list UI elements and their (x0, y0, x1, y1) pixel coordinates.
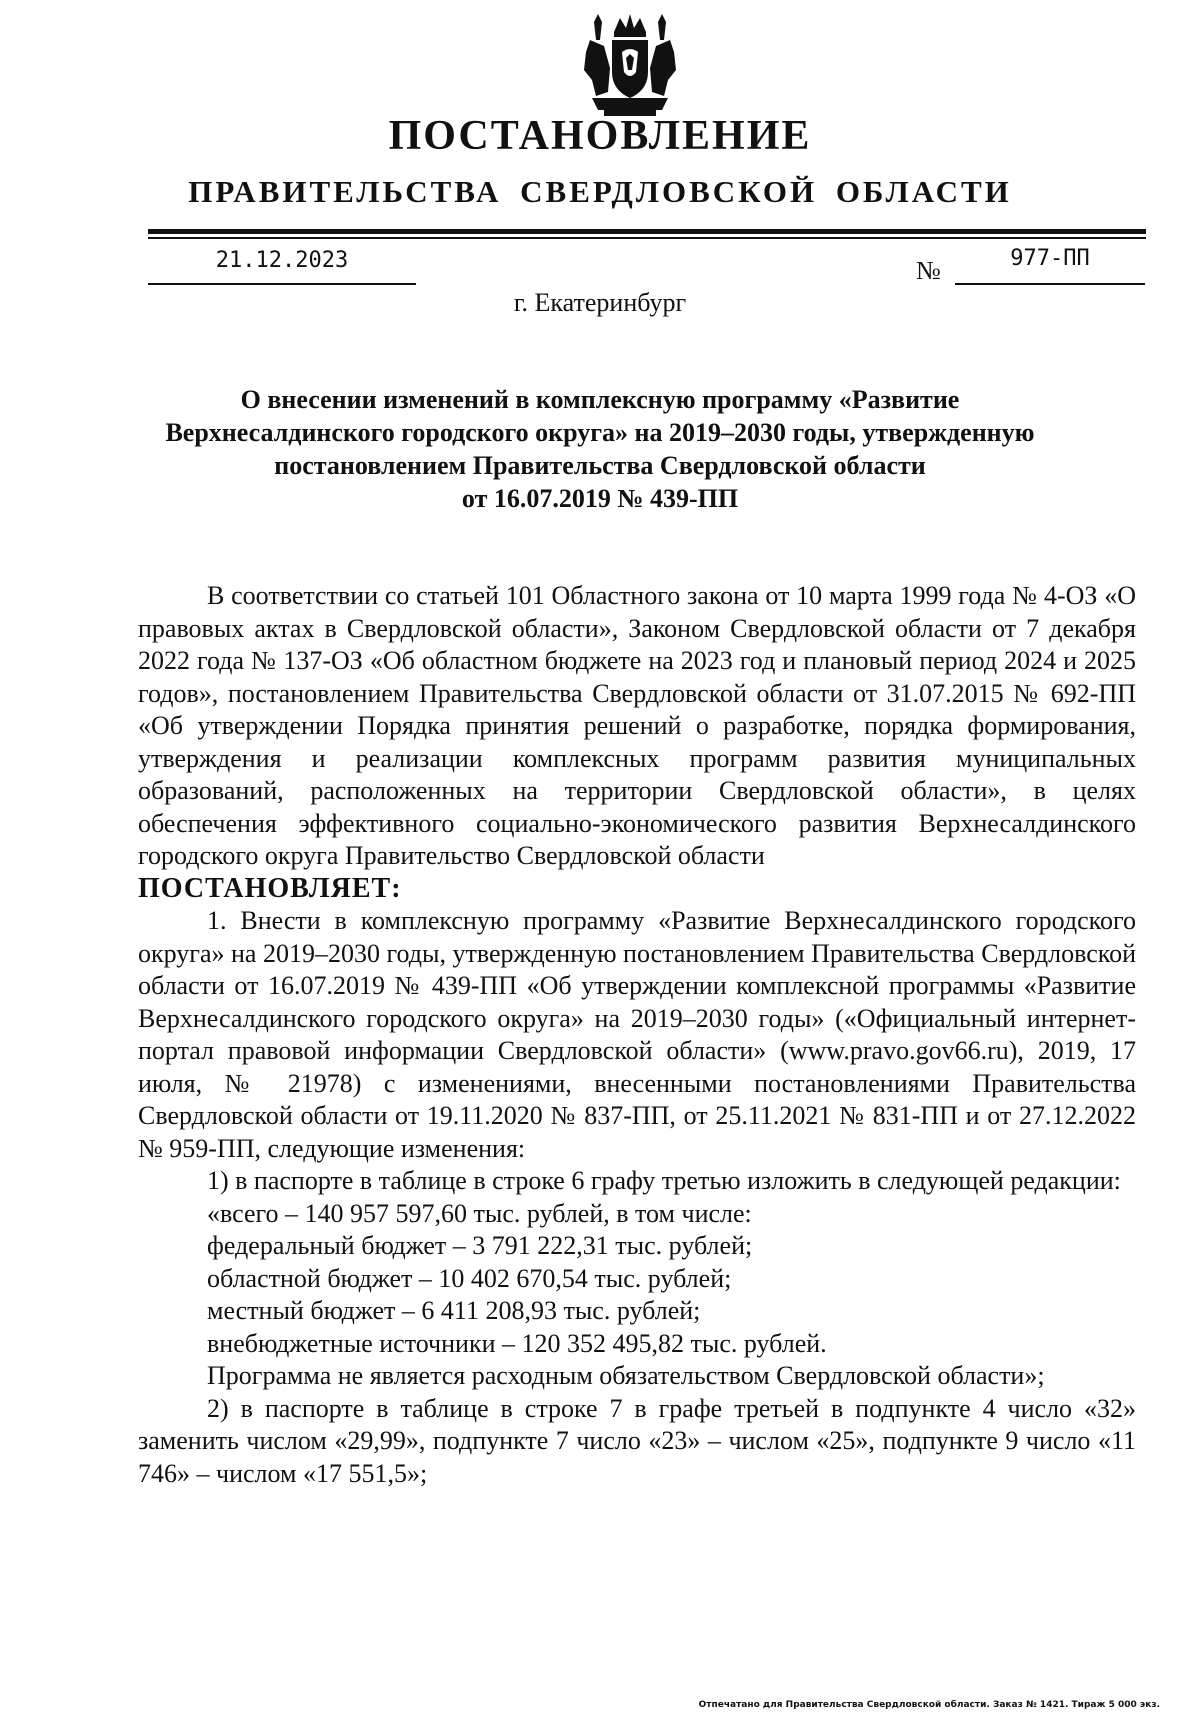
document-type-title: ПОСТАНОВЛЕНИЕ (388, 113, 812, 159)
document-body (138, 580, 1136, 1490)
coat-of-arms-emblem (570, 10, 690, 120)
quote-line: местный бюджет – 6 411 208,93 тыс. рублей; (207, 1296, 701, 1325)
heading-line: постановлением Правительства Свердловской области (274, 451, 926, 480)
document-date: 21.12.2023 (215, 248, 349, 273)
preamble-paragraph: В соответствии со статьей 101 Областного закона от 10 марта 1999 года № 4-ОЗ «О правовых актах в Свердловской области», Законом Свердловской области от 7 декабря 2022 года № 137-ОЗ «Об областном бюджете на 2023 год и плановый период 2024 и 2025 годов», постановлением Правительства Свердловской области от 31.07.2015 № 692-ПП «Об утверждении Порядка принятия решений о разработке, порядка формирования, утверждения и реализации комплексных программ развития муниципальных образований, расположенных на территории Свердловской области», в целях обеспечения эффективного социально-экономического развития Верхнесалдинского городского округа Правительство Свердловской области (138, 581, 1136, 870)
quote-line: внебюджетные источники – 120 352 495,82 тыс. рублей. (207, 1328, 827, 1358)
quote-line: Программа не является расходным обязательством Свердловской области»; (207, 1361, 1045, 1390)
document-number: 977-ПП (1010, 246, 1090, 271)
header-rule-thin (148, 237, 1146, 239)
number-label: № (916, 256, 941, 285)
quote-line: областной бюджет – 10 402 670,54 тыс. рублей; (207, 1263, 732, 1293)
document-heading (140, 383, 1060, 515)
quote-line: «всего – 140 957 597,60 тыс. рублей, в том числе: (207, 1198, 752, 1228)
heading-line: от 16.07.2019 № 439-ПП (461, 484, 739, 513)
subitem-2-paragraph: 2) в паспорте в таблице в строке 7 в графе третьей в подпункте 4 число «32» заменить числом «29,99», подпункте 7 число «23» – числом «25», подпункте 9 число «11 746» – числом «17 551,5»; (138, 1393, 1136, 1488)
issuer-title: ПРАВИТЕЛЬСТВА СВЕРДЛОВСКОЙ ОБЛАСТИ (188, 174, 1012, 209)
number-underline (955, 283, 1145, 285)
subitem-1-paragraph: 1) в паспорте в таблице в строке 6 графу третью изложить в следующей редакции: (207, 1166, 1121, 1195)
header-rule-thick (148, 229, 1146, 234)
heading-line: О внесении изменений в комплексную программу «Развитие (240, 385, 960, 414)
item-1-paragraph: 1. Внести в комплексную программу «Развитие Верхнесалдинского городского округа» на 2019–2030 годы, утвержденную постановлением Правительства Свердловской области от 16.07.2019 № 439-ПП «Об утверждении комплексной программы «Развитие Верхнесалдинского городского округа» на 2019–2030 годы» («Официальный интернет-портал правовой информации Свердловской области» (www.pravo.gov66.ru), 2019, 17 июля, № 21978) с изменениями, внесенными постановлениями Правительства Свердловской области от 19.11.2020 № 837-ПП, от 25.11.2021 № 831-ПП и от 27.12.2022 № 959-ПП, следующие изменения: (138, 906, 1136, 1163)
quote-line: федеральный бюджет – 3 791 222,31 тыс. рублей; (207, 1231, 753, 1260)
decree-word: ПОСТАНОВЛЯЕТ: (138, 872, 402, 904)
issue-city: г. Екатеринбург (513, 288, 687, 317)
print-imprint: Отпечатано для Правительства Свердловской области. Заказ № 1421. Тираж 5 000 экз. (698, 1700, 1160, 1710)
date-underline (148, 283, 416, 285)
heading-line: Верхнесалдинского городского округа» на 2019–2030 годы, утвержденную (165, 418, 1035, 447)
